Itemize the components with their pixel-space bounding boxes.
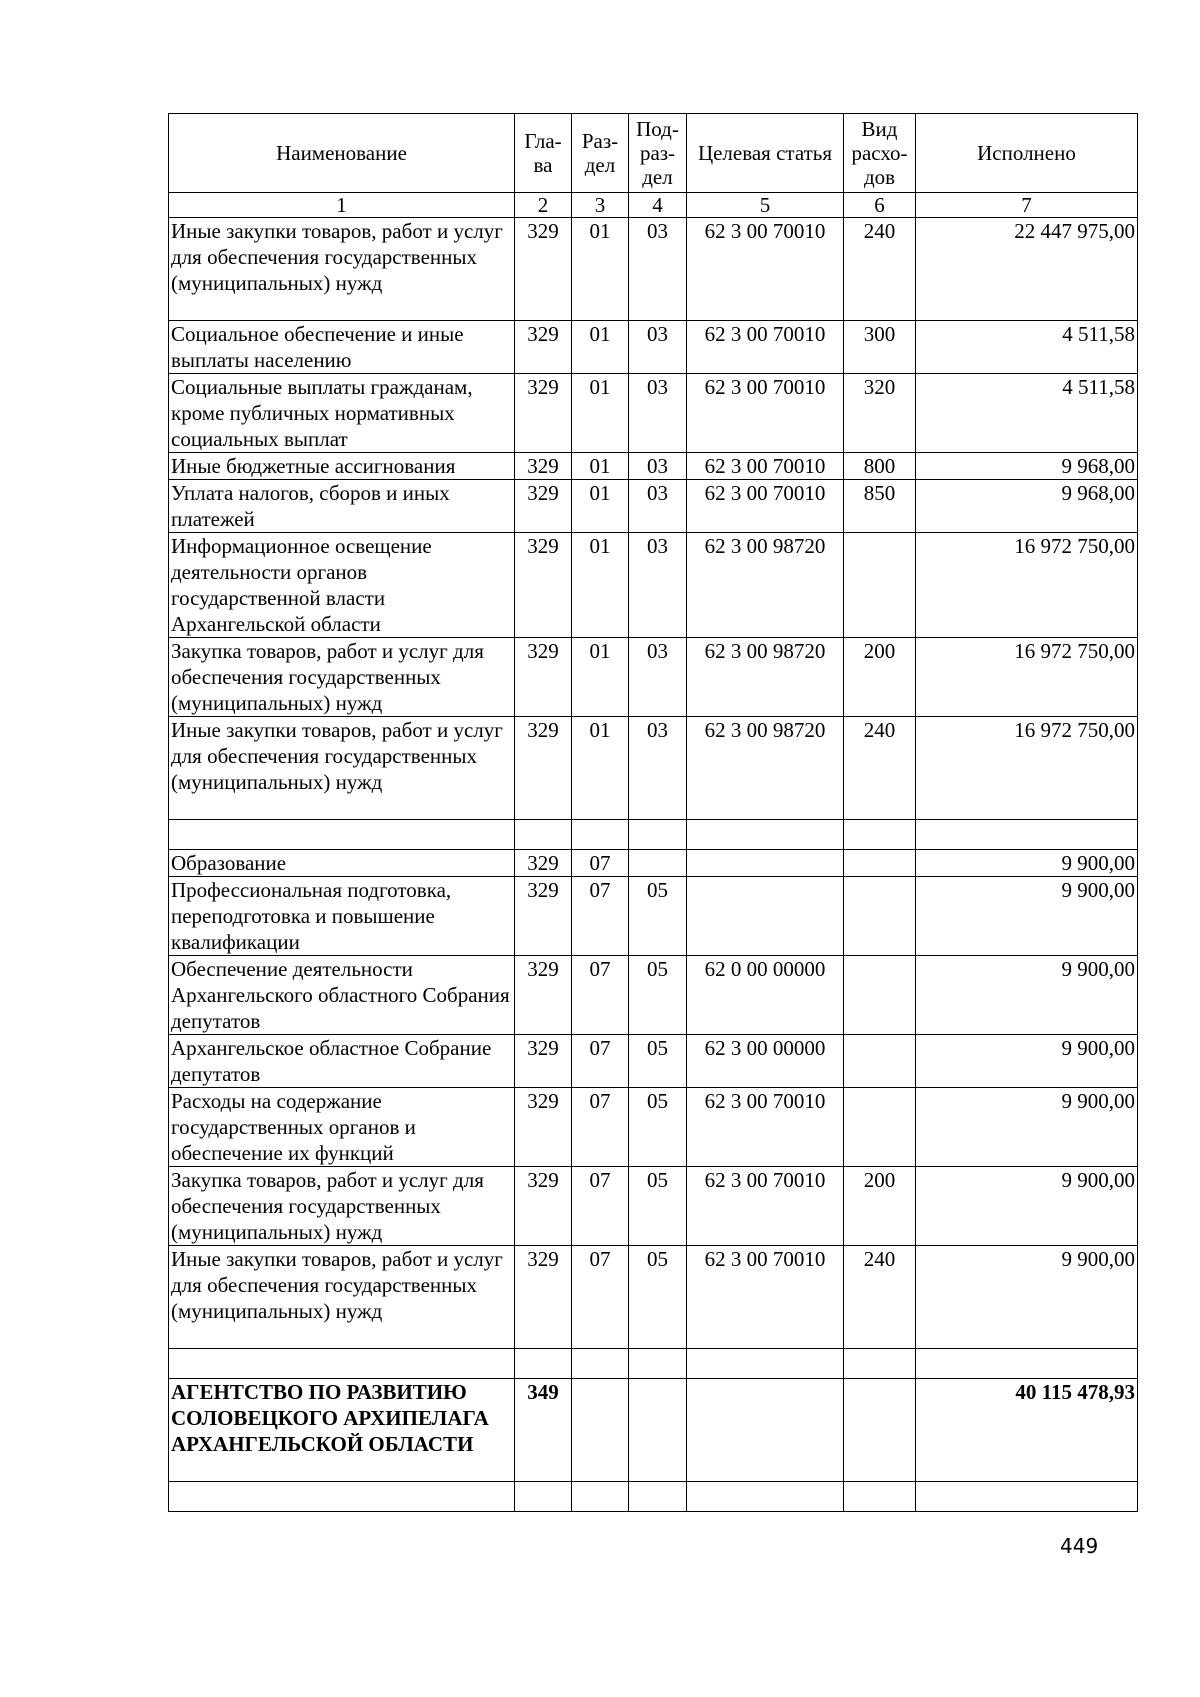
empty-cell — [916, 1482, 1138, 1512]
column-number: 4 — [629, 193, 687, 218]
empty-cell — [916, 820, 1138, 850]
empty-cell — [687, 820, 844, 850]
cell-subsection: 03 — [629, 533, 687, 638]
cell-section: 07 — [572, 1035, 629, 1088]
cell-chapter: 329 — [515, 638, 572, 717]
cell-executed: 9 900,00 — [916, 1088, 1138, 1167]
cell-subsection: 03 — [629, 480, 687, 533]
cell-chapter: 329 — [515, 1246, 572, 1349]
cell-section: 07 — [572, 877, 629, 956]
cell-section: 01 — [572, 533, 629, 638]
cell-executed: 16 972 750,00 — [916, 717, 1138, 820]
empty-cell — [844, 1349, 916, 1379]
cell-name: Информационное освещение деятельности органов государственной власти Архангельской области — [169, 533, 515, 638]
cell-target: 62 3 00 70010 — [687, 453, 844, 480]
cell-subsection: 03 — [629, 321, 687, 374]
cell-name: Иные закупки товаров, работ и услуг для обеспечения государственных (муниципальных) нужд — [169, 218, 515, 321]
cell-name: Иные закупки товаров, работ и услуг для обеспечения государственных (муниципальных) нужд — [169, 717, 515, 820]
cell-chapter: 329 — [515, 877, 572, 956]
empty-spacer-row — [169, 1482, 1138, 1512]
table-row — [169, 1379, 1138, 1482]
cell-subsection: 05 — [629, 877, 687, 956]
cell-target: 62 3 00 70010 — [687, 480, 844, 533]
cell-expense-type — [844, 1379, 916, 1482]
cell-target: 62 0 00 00000 — [687, 956, 844, 1035]
header-subsection-label: Под-раз-дел — [636, 117, 679, 189]
column-number: 7 — [916, 193, 1138, 218]
cell-section: 01 — [572, 453, 629, 480]
cell-expense-type: 320 — [844, 374, 916, 453]
empty-cell — [515, 1349, 572, 1379]
header-name: Наименование — [169, 114, 515, 193]
cell-chapter: 329 — [515, 1035, 572, 1088]
header-section — [572, 114, 629, 193]
table-row — [169, 533, 1138, 638]
column-number: 6 — [844, 193, 916, 218]
table-row — [169, 1035, 1138, 1088]
cell-chapter: 329 — [515, 321, 572, 374]
cell-section: 01 — [572, 321, 629, 374]
cell-expense-type — [844, 1035, 916, 1088]
cell-name: Профессиональная подготовка, переподготовка и повышение квалификации — [169, 877, 515, 956]
cell-section — [572, 1379, 629, 1482]
cell-target — [687, 877, 844, 956]
empty-cell — [844, 1482, 916, 1512]
cell-name: Иные бюджетные ассигнования — [169, 453, 515, 480]
cell-section: 07 — [572, 1246, 629, 1349]
table-row — [169, 374, 1138, 453]
cell-expense-type — [844, 533, 916, 638]
empty-cell — [629, 820, 687, 850]
cell-expense-type: 240 — [844, 717, 916, 820]
cell-expense-type — [844, 850, 916, 877]
empty-cell — [515, 1482, 572, 1512]
cell-name: Закупка товаров, работ и услуг для обеспечения государственных (муниципальных) нужд — [169, 1167, 515, 1246]
cell-subsection: 03 — [629, 374, 687, 453]
cell-chapter: 329 — [515, 956, 572, 1035]
table-row — [169, 218, 1138, 321]
column-number: 1 — [169, 193, 515, 218]
table-body — [169, 218, 1138, 1512]
cell-name: Уплата налогов, сборов и иных платежей — [169, 480, 515, 533]
cell-subsection: 03 — [629, 717, 687, 820]
cell-chapter: 329 — [515, 480, 572, 533]
cell-expense-type — [844, 877, 916, 956]
cell-expense-type: 850 — [844, 480, 916, 533]
cell-name: Архангельское областное Собрание депутатов — [169, 1035, 515, 1088]
cell-section: 07 — [572, 850, 629, 877]
cell-target: 62 3 00 98720 — [687, 717, 844, 820]
cell-name: Социальные выплаты гражданам, кроме публичных нормативных социальных выплат — [169, 374, 515, 453]
cell-chapter: 349 — [515, 1379, 572, 1482]
cell-subsection: 05 — [629, 1035, 687, 1088]
cell-target — [687, 850, 844, 877]
cell-target: 62 3 00 70010 — [687, 218, 844, 321]
cell-subsection — [629, 850, 687, 877]
cell-chapter: 329 — [515, 717, 572, 820]
cell-expense-type: 800 — [844, 453, 916, 480]
cell-subsection: 03 — [629, 638, 687, 717]
header-expense-type — [844, 114, 916, 193]
cell-name: Расходы на содержание государственных органов и обеспечение их функций — [169, 1088, 515, 1167]
cell-name: Образование — [169, 850, 515, 877]
cell-name: Обеспечение деятельности Архангельского областного Собрания депутатов — [169, 956, 515, 1035]
cell-chapter: 329 — [515, 374, 572, 453]
cell-target: 62 3 00 70010 — [687, 1088, 844, 1167]
budget-table — [168, 113, 1138, 1512]
cell-executed: 9 900,00 — [916, 1035, 1138, 1088]
cell-section: 07 — [572, 1167, 629, 1246]
cell-executed: 9 968,00 — [916, 480, 1138, 533]
column-number: 5 — [687, 193, 844, 218]
cell-target: 62 3 00 98720 — [687, 638, 844, 717]
cell-expense-type: 200 — [844, 1167, 916, 1246]
cell-target: 62 3 00 00000 — [687, 1035, 844, 1088]
cell-expense-type: 300 — [844, 321, 916, 374]
empty-cell — [629, 1349, 687, 1379]
header-chapter — [515, 114, 572, 193]
cell-executed: 9 968,00 — [916, 453, 1138, 480]
cell-subsection: 05 — [629, 1246, 687, 1349]
empty-cell — [916, 1349, 1138, 1379]
cell-executed: 4 511,58 — [916, 321, 1138, 374]
table-row — [169, 1088, 1138, 1167]
empty-cell — [169, 1349, 515, 1379]
cell-subsection: 03 — [629, 453, 687, 480]
empty-cell — [687, 1349, 844, 1379]
empty-cell — [572, 1349, 629, 1379]
header-section-label: Раз-дел — [581, 129, 619, 177]
table-row — [169, 1246, 1138, 1349]
cell-section: 01 — [572, 374, 629, 453]
table-row — [169, 1167, 1138, 1246]
cell-chapter: 329 — [515, 1167, 572, 1246]
cell-target: 62 3 00 70010 — [687, 374, 844, 453]
cell-expense-type: 240 — [844, 1246, 916, 1349]
cell-target: 62 3 00 70010 — [687, 321, 844, 374]
cell-name: Социальное обеспечение и иные выплаты населению — [169, 321, 515, 374]
table-row — [169, 321, 1138, 374]
cell-subsection: 03 — [629, 218, 687, 321]
table-row — [169, 453, 1138, 480]
cell-chapter: 329 — [515, 850, 572, 877]
table-row — [169, 956, 1138, 1035]
column-number: 2 — [515, 193, 572, 218]
empty-cell — [844, 820, 916, 850]
cell-section: 01 — [572, 218, 629, 321]
cell-executed: 16 972 750,00 — [916, 638, 1138, 717]
cell-section: 01 — [572, 480, 629, 533]
cell-expense-type: 240 — [844, 218, 916, 321]
table-header-row — [169, 114, 1138, 193]
cell-executed: 16 972 750,00 — [916, 533, 1138, 638]
cell-executed: 4 511,58 — [916, 374, 1138, 453]
header-subsection — [629, 114, 687, 193]
cell-target: 62 3 00 70010 — [687, 1246, 844, 1349]
cell-subsection: 05 — [629, 956, 687, 1035]
cell-chapter: 329 — [515, 453, 572, 480]
cell-expense-type — [844, 956, 916, 1035]
cell-chapter: 329 — [515, 533, 572, 638]
empty-cell — [169, 1482, 515, 1512]
table-row — [169, 717, 1138, 820]
empty-cell — [572, 1482, 629, 1512]
header-chapter-label: Гла-ва — [524, 129, 562, 177]
cell-executed: 9 900,00 — [916, 1167, 1138, 1246]
cell-name: Иные закупки товаров, работ и услуг для обеспечения государственных (муниципальных) нужд — [169, 1246, 515, 1349]
table-row — [169, 638, 1138, 717]
cell-subsection: 05 — [629, 1088, 687, 1167]
cell-section: 01 — [572, 717, 629, 820]
cell-subsection: 05 — [629, 1167, 687, 1246]
cell-executed: 9 900,00 — [916, 956, 1138, 1035]
empty-cell — [687, 1482, 844, 1512]
empty-spacer-row — [169, 820, 1138, 850]
table-row — [169, 480, 1138, 533]
cell-name: АГЕНТСТВО ПО РАЗВИТИЮ СОЛОВЕЦКОГО АРХИПЕЛАГА АРХАНГЕЛЬСКОЙ ОБЛАСТИ — [169, 1379, 515, 1482]
cell-executed: 40 115 478,93 — [916, 1379, 1138, 1482]
column-number-row — [169, 193, 1138, 218]
cell-expense-type — [844, 1088, 916, 1167]
page-number: 449 — [1060, 1534, 1099, 1558]
empty-cell — [169, 820, 515, 850]
cell-subsection — [629, 1379, 687, 1482]
empty-cell — [629, 1482, 687, 1512]
cell-chapter: 329 — [515, 1088, 572, 1167]
cell-target — [687, 1379, 844, 1482]
cell-section: 01 — [572, 638, 629, 717]
cell-expense-type: 200 — [844, 638, 916, 717]
cell-section: 07 — [572, 956, 629, 1035]
header-target: Целевая статья — [687, 114, 844, 193]
column-number: 3 — [572, 193, 629, 218]
empty-cell — [572, 820, 629, 850]
header-expense-type-label: Вид расхо-дов — [851, 117, 908, 189]
cell-target: 62 3 00 70010 — [687, 1167, 844, 1246]
cell-target: 62 3 00 98720 — [687, 533, 844, 638]
cell-executed: 9 900,00 — [916, 850, 1138, 877]
table-row — [169, 850, 1138, 877]
cell-chapter: 329 — [515, 218, 572, 321]
cell-section: 07 — [572, 1088, 629, 1167]
cell-executed: 22 447 975,00 — [916, 218, 1138, 321]
table-row — [169, 877, 1138, 956]
cell-executed: 9 900,00 — [916, 877, 1138, 956]
header-executed: Исполнено — [916, 114, 1138, 193]
cell-name: Закупка товаров, работ и услуг для обеспечения государственных (муниципальных) нужд — [169, 638, 515, 717]
cell-executed: 9 900,00 — [916, 1246, 1138, 1349]
empty-spacer-row — [169, 1349, 1138, 1379]
empty-cell — [515, 820, 572, 850]
